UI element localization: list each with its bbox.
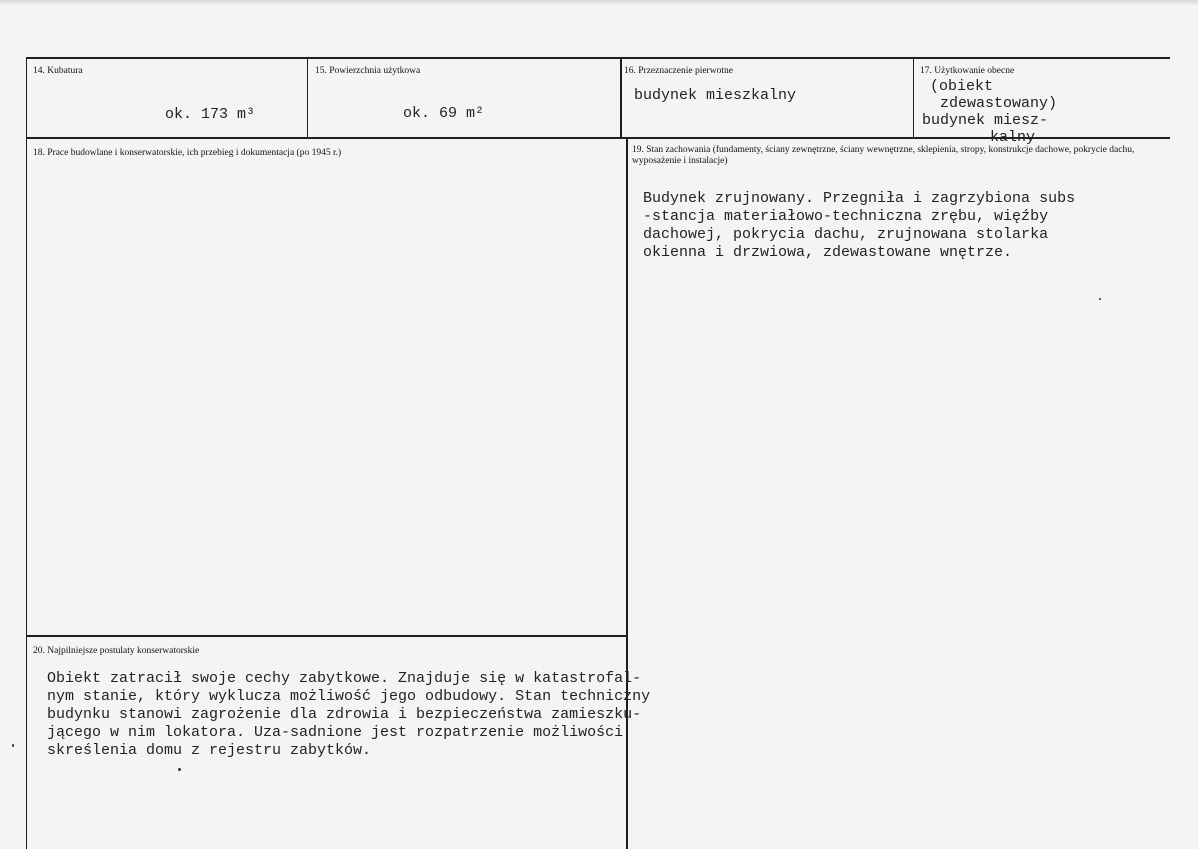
field-17-line-4: kalny <box>990 129 1036 146</box>
top-rule <box>26 57 1170 59</box>
field-20-line-5: skreślenia domu z rejestru zabytków. <box>47 742 372 759</box>
field-16-value: budynek mieszkalny <box>634 87 797 104</box>
field-20-line-3: budynku stanowi zagrożenie dla zdrowia i bezpieczeństwa zamieszku- <box>47 706 642 723</box>
field-17-line-2: zdewastowany) <box>940 95 1058 112</box>
field-17-label: 17. Użytkowanie obecne <box>920 66 1015 76</box>
scan-speck <box>1099 298 1101 300</box>
left-rule <box>26 57 27 849</box>
field-17-line-3: budynek miesz- <box>922 112 1049 129</box>
field-19-line-1: Budynek zrujnowany. Przegniła i zagrzybiona subs <box>643 190 1076 207</box>
field-16-label: 16. Przeznaczenie pierwotne <box>624 66 733 76</box>
scan-speck <box>12 744 14 747</box>
field-19-line-4: okienna i drzwiowa, zdewastowane wnętrze. <box>643 244 1013 261</box>
divider-16-17 <box>913 57 914 138</box>
scan-speck <box>178 768 181 771</box>
field-14-value: ok. 173 m³ <box>165 106 256 123</box>
field-17-line-1: (obiekt <box>930 78 994 95</box>
field-20-line-1: Obiekt zatracił swoje cechy zabytkowe. Znajduje się w katastrofal- <box>47 670 642 687</box>
field-19-label: 19. Stan zachowania (fundamenty, ściany zewnętrzne, ściany wewnętrzne, sklepienia, stropy, konstrukcje dachowe, pokrycie dachu, wyposażenie i instalacje) <box>632 145 1135 166</box>
section20-top-rule <box>26 635 627 637</box>
field-15-label: 15. Powierzchnia użytkowa <box>315 66 421 76</box>
field-19-line-3: dachowej, pokrycia dachu, zrujnowana stolarka <box>643 226 1049 243</box>
divider-14-15 <box>307 57 308 138</box>
divider-15-16 <box>620 57 622 138</box>
center-divider <box>626 138 628 849</box>
field-15-value: ok. 69 m² <box>403 105 485 122</box>
field-20-line-4: jącego w nim lokatora. Uza-sadnione jest rozpatrzenie możliwości <box>47 724 624 741</box>
field-14-label: 14. Kubatura <box>33 66 83 76</box>
field-18-label: 18. Prace budowlane i konserwatorskie, ich przebieg i dokumentacja (po 1945 r.) <box>33 148 342 158</box>
field-19-line-2: -stancja materiałowo-techniczna zrębu, więźby <box>643 208 1049 225</box>
field-20-line-2: nym stanie, który wyklucza możliwość jego odbudowy. Stan techniczny <box>47 688 651 705</box>
field-20-label: 20. Najpilniejsze postulaty konserwatorskie <box>33 646 200 656</box>
scan-edge-shadow <box>0 0 1198 6</box>
